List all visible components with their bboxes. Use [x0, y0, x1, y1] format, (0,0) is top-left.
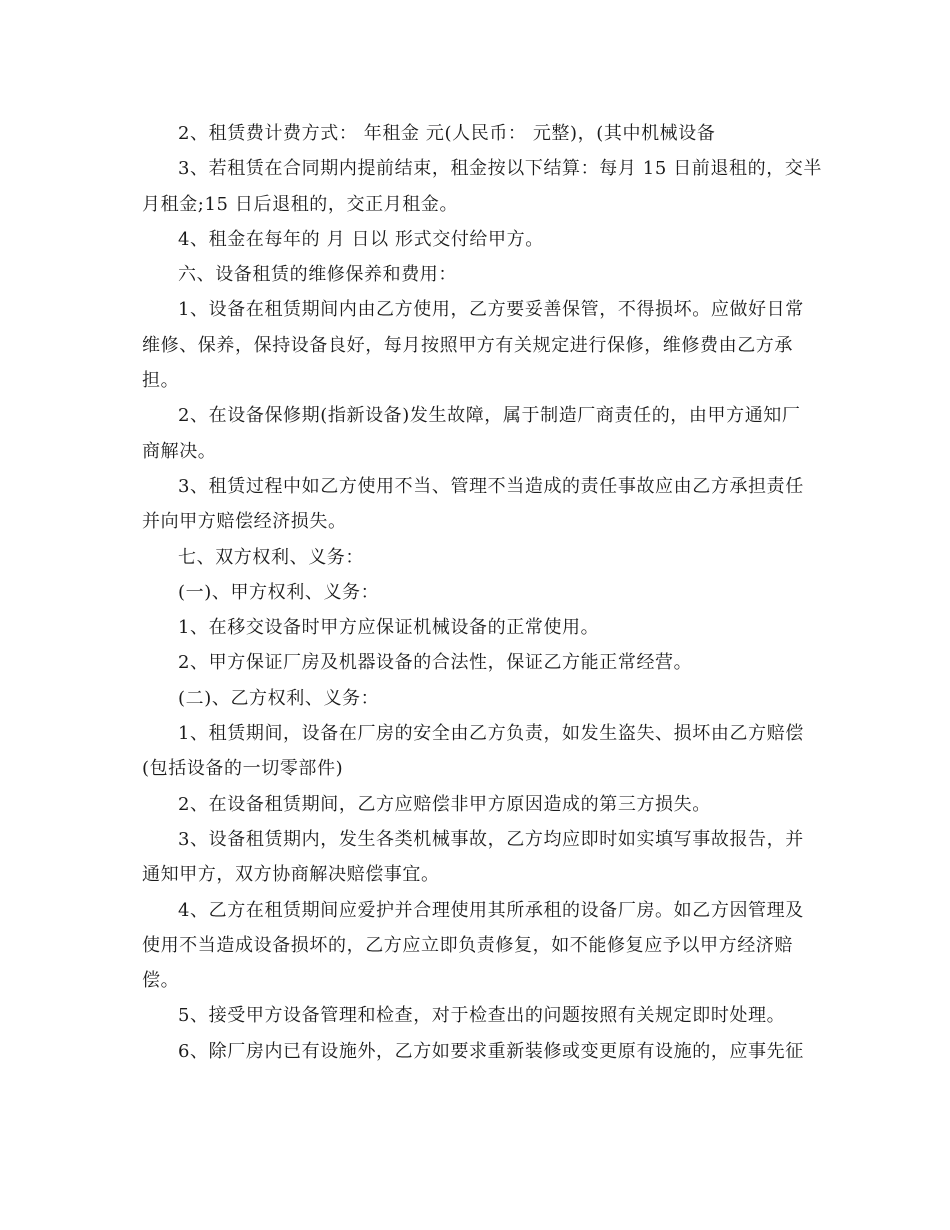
paragraph-maintenance-3: [142, 469, 812, 540]
text-line: (一)、甲方权利、义务：: [178, 581, 380, 603]
text-line: 1、租赁期间，设备在厂房的安全由乙方负责，如发生盗失、损坏由乙方赔偿: [178, 723, 804, 745]
section-heading-rights: [142, 540, 812, 575]
text-line: 3、设备租赁期内，发生各类机械事故，乙方均应即时如实填写事故报告，并: [178, 828, 804, 850]
subheading-party-a: [142, 575, 812, 610]
text-line: 4、租金在每年的 月 日以 形式交付给甲方。: [178, 228, 544, 250]
text-line: 2、甲方保证厂房及机器设备的合法性，保证乙方能正常经营。: [178, 652, 693, 674]
text-line: 6、除厂房内已有设施外，乙方如要求重新装修或变更原有设施的，应事先征: [178, 1040, 804, 1062]
paragraph-party-b-4: [142, 893, 812, 999]
text-line: 并向甲方赔偿经济损失。: [142, 511, 347, 533]
paragraph-maintenance-2: [142, 398, 812, 469]
text-line: (二)、乙方权利、义务：: [178, 687, 380, 709]
text-line: 3、租赁过程中如乙方使用不当、管理不当造成的责任事故应由乙方承担责任: [178, 475, 804, 497]
text-line: 5、接受甲方设备管理和检查，对于检查出的问题按照有关规定即时处理。: [178, 1005, 786, 1027]
paragraph-party-a-2: [142, 645, 812, 680]
text-line: 六、设备租赁的维修保养和费用：: [178, 264, 457, 286]
text-line: 3、若租赁在合同期内提前结束，租金按以下结算：每月 15 日前退租的，交半: [178, 158, 822, 180]
section-heading-maintenance: [142, 257, 812, 292]
text-line: 偿。: [142, 970, 180, 992]
text-line: 通知甲方，双方协商解决赔偿事宜。: [142, 864, 440, 886]
paragraph-early-termination: [142, 151, 822, 222]
document-body: [142, 116, 822, 1069]
text-line: (包括设备的一切零部件): [142, 758, 344, 780]
paragraph-party-b-1: [142, 716, 812, 787]
text-line: 使用不当造成设备损坏的，乙方应立即负责修复，如不能修复应予以甲方经济赔: [142, 934, 793, 956]
paragraph-maintenance-1: [142, 292, 812, 398]
text-line: 2、在设备保修期(指新设备)发生故障，属于制造厂商责任的，由甲方通知厂: [178, 405, 801, 427]
text-line: 七、双方权利、义务：: [178, 546, 364, 568]
paragraph-rent-calculation: [142, 116, 812, 151]
subheading-party-b: [142, 681, 812, 716]
text-line: 2、在设备租赁期间，乙方应赔偿非甲方原因造成的第三方损失。: [178, 793, 711, 815]
text-line: 1、在移交设备时甲方应保证机械设备的正常使用。: [178, 617, 600, 639]
text-line: 担。: [142, 370, 180, 392]
paragraph-payment-date: [142, 222, 812, 257]
text-line: 1、设备在租赁期间内由乙方使用，乙方要妥善保管，不得损坏。应做好日常: [178, 299, 804, 321]
text-line: 月租金;15 日后退租的，交正月租金。: [142, 193, 459, 215]
paragraph-party-a-1: [142, 610, 812, 645]
paragraph-party-b-5: [142, 998, 812, 1033]
text-line: 2、租赁费计费方式： 年租金 元(人民币： 元整)，(其中机械设备: [178, 123, 716, 144]
text-line: 维修、保养，保持设备良好，每月按照甲方有关规定进行保修，维修费由乙方承: [142, 334, 793, 356]
paragraph-party-b-3: [142, 822, 812, 893]
text-line: 4、乙方在租赁期间应爱护并合理使用其所承租的设备厂房。如乙方因管理及: [178, 899, 804, 921]
text-line: 商解决。: [142, 440, 217, 462]
paragraph-party-b-2: [142, 787, 812, 822]
paragraph-party-b-6: [142, 1034, 812, 1069]
